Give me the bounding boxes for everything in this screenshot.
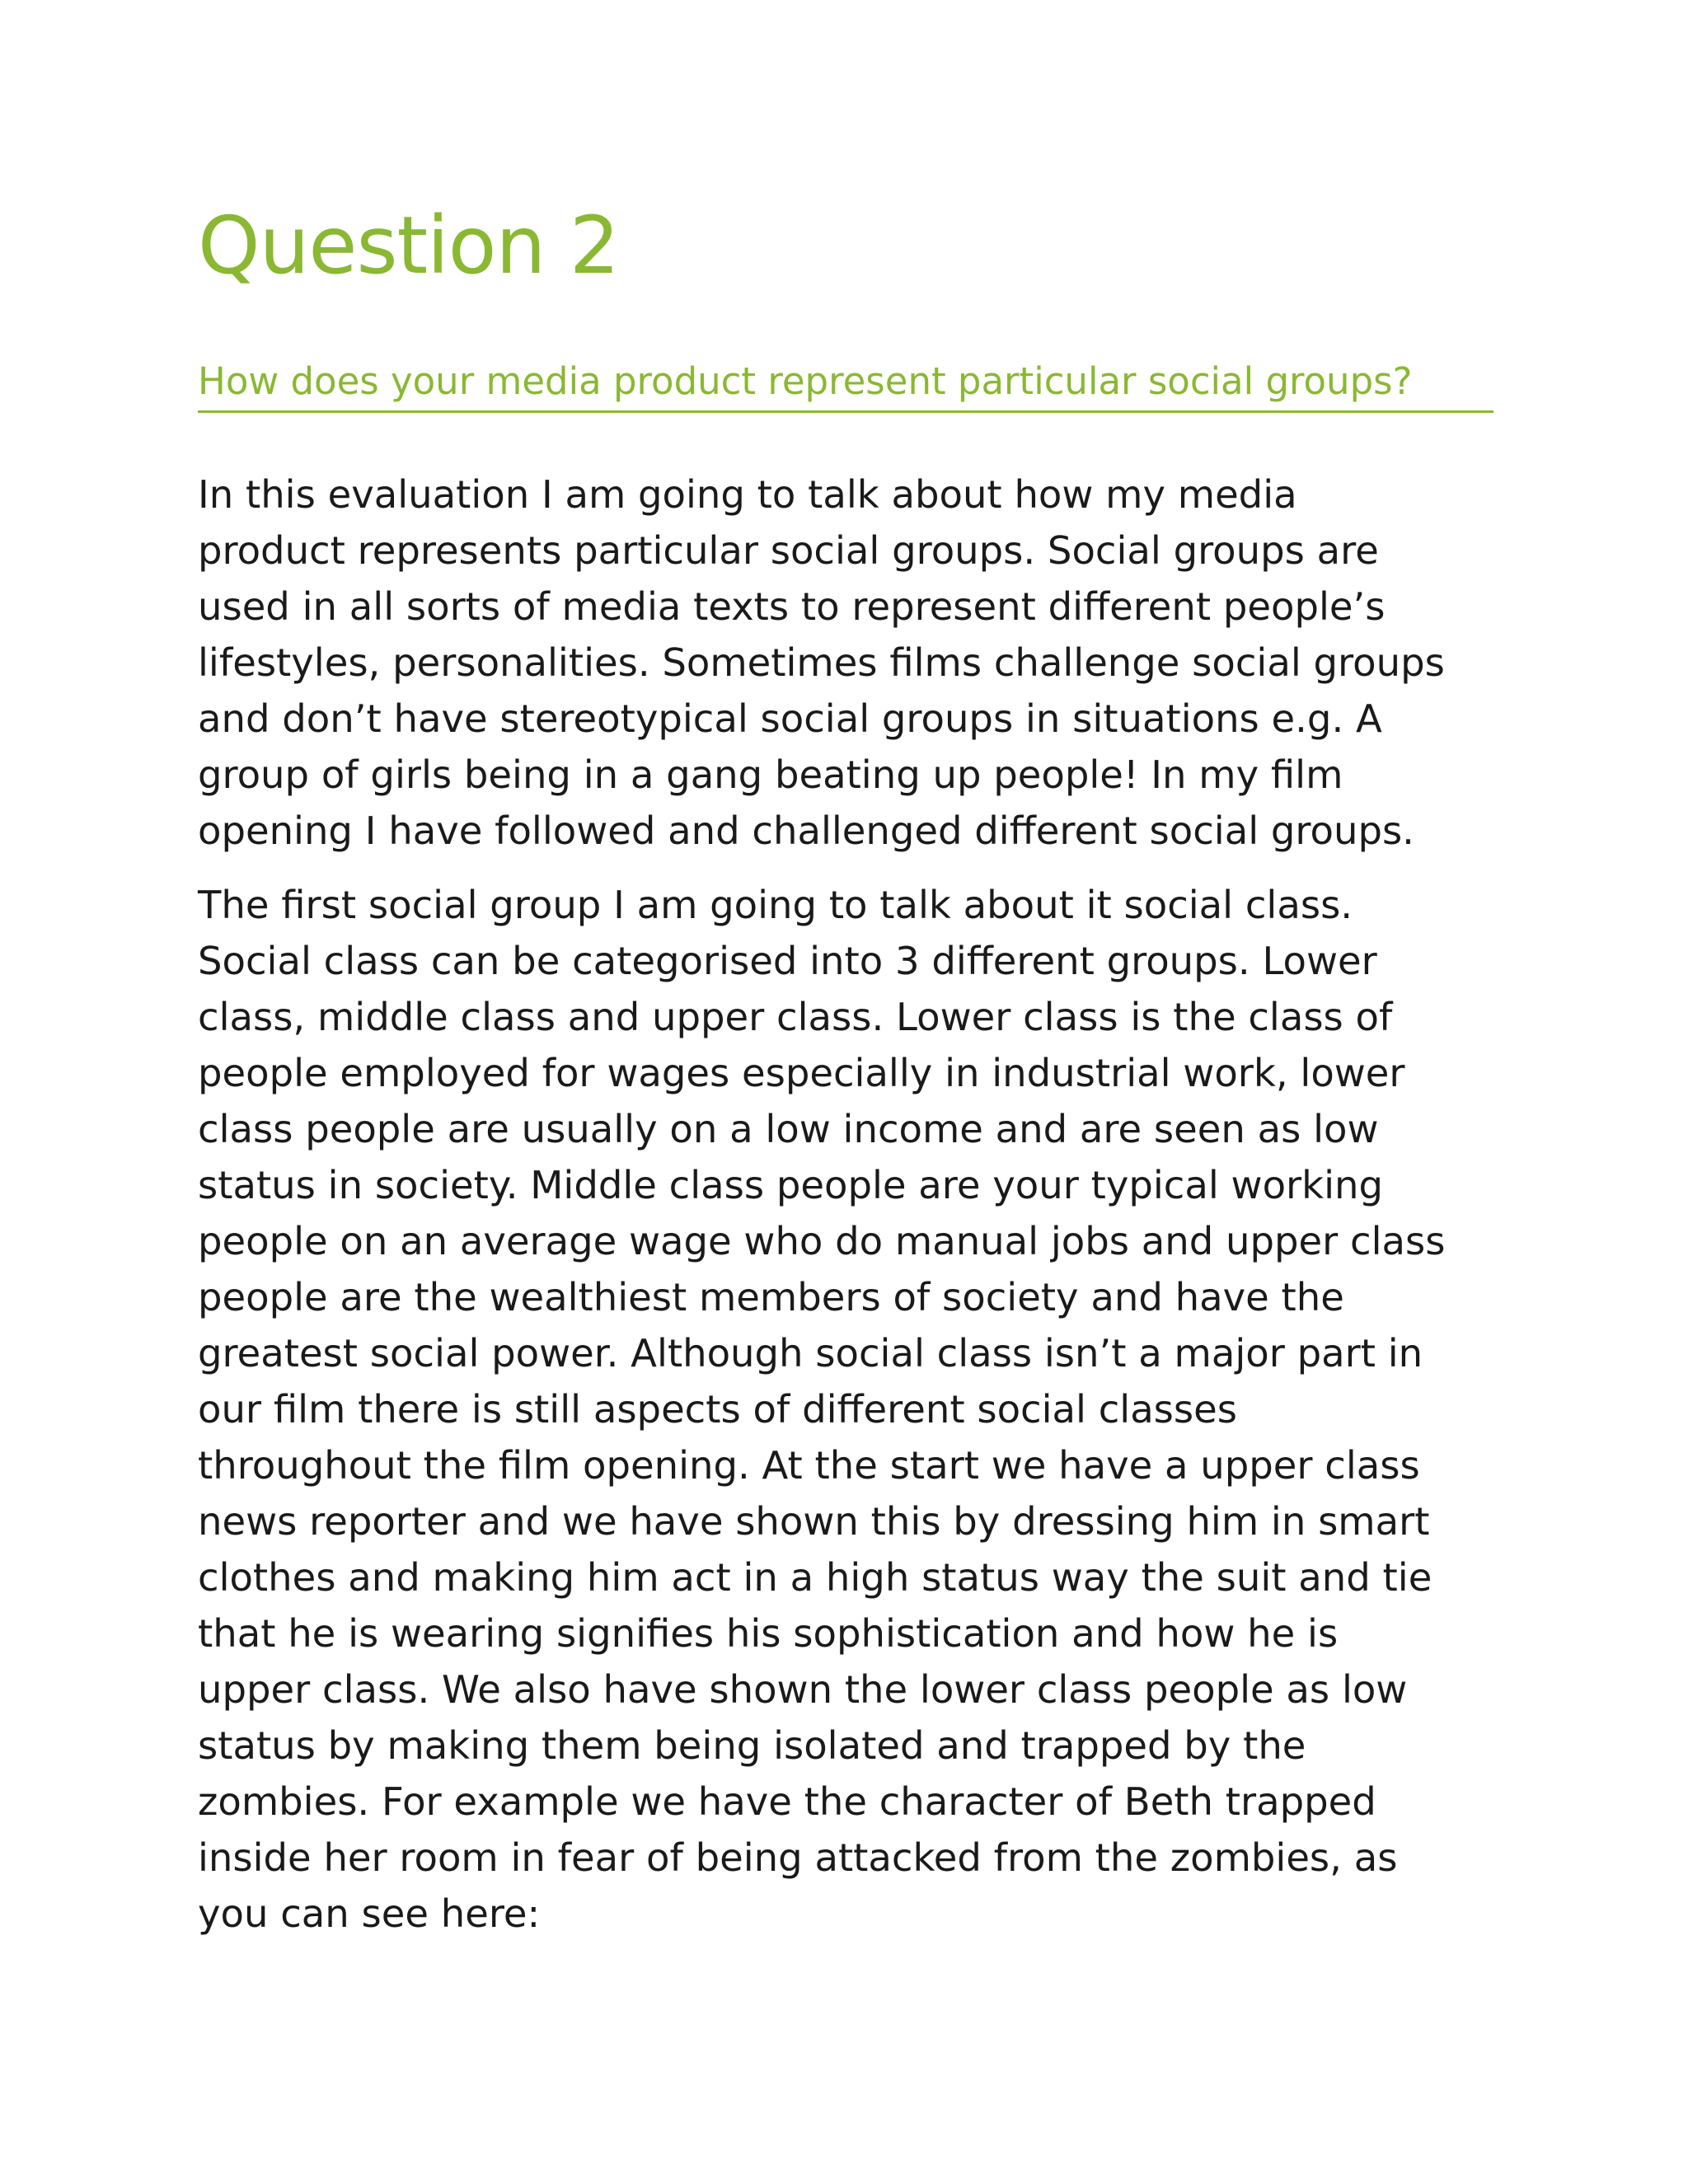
paragraph-line: opening I have followed and challenged different social groups. — [198, 808, 1414, 853]
paragraph-line: The first social group I am going to talk about it social class. — [198, 883, 1353, 927]
paragraph-line: clothes and making him act in a high status way the suit and tie — [198, 1555, 1432, 1600]
paragraph-line: class people are usually on a low income and are seen as low — [198, 1107, 1379, 1151]
paragraph-line: you can see here: — [198, 1891, 541, 1936]
question-subtitle: How does your media product represent particular social groups? — [198, 353, 1493, 413]
paragraph-line: greatest social power. Although social class isn’t a major part in — [198, 1331, 1423, 1376]
paragraph-line: inside her room in fear of being attacked from the zombies, as — [198, 1835, 1398, 1880]
paragraph-intro — [198, 466, 1533, 859]
paragraph-line: upper class. We also have shown the lower class people as low — [198, 1667, 1408, 1712]
paragraph-line: that he is wearing signifies his sophistication and how he is — [198, 1611, 1339, 1656]
paragraph-line: class, middle class and upper class. Lower class is the class of — [198, 995, 1393, 1039]
paragraph-line: status by making them being isolated and trapped by the — [198, 1723, 1306, 1768]
paragraph-line: people are the wealthiest members of society and have the — [198, 1275, 1344, 1319]
paragraph-line: used in all sorts of media texts to represent different people’s — [198, 584, 1386, 629]
paragraph-line: people employed for wages especially in industrial work, lower — [198, 1051, 1405, 1095]
paragraph-line: zombies. For example we have the character of Beth trapped — [198, 1779, 1376, 1824]
paragraph-line: product represents particular social groups. Social groups are — [198, 528, 1379, 573]
paragraph-line: lifestyles, personalities. Sometimes films challenge social groups — [198, 640, 1445, 685]
page-title: Question 2 — [198, 199, 619, 292]
paragraph-line: news reporter and we have shown this by dressing him in smart — [198, 1499, 1430, 1544]
paragraph-line: status in society. Middle class people are your typical working — [198, 1163, 1383, 1207]
paragraph-line: In this evaluation I am going to talk about how my media — [198, 472, 1297, 517]
paragraph-line: and don’t have stereotypical social groups in situations e.g. A — [198, 696, 1382, 741]
paragraph-line: throughout the film opening. At the start we have a upper class — [198, 1443, 1420, 1488]
paragraph-social-class — [198, 877, 1533, 1942]
paragraph-line: our film there is still aspects of different social classes — [198, 1387, 1237, 1432]
paragraph-line: people on an average wage who do manual jobs and upper class — [198, 1219, 1446, 1263]
paragraph-line: Social class can be categorised into 3 different groups. Lower — [198, 939, 1377, 983]
paragraph-line: group of girls being in a gang beating up people! In my film — [198, 752, 1343, 797]
